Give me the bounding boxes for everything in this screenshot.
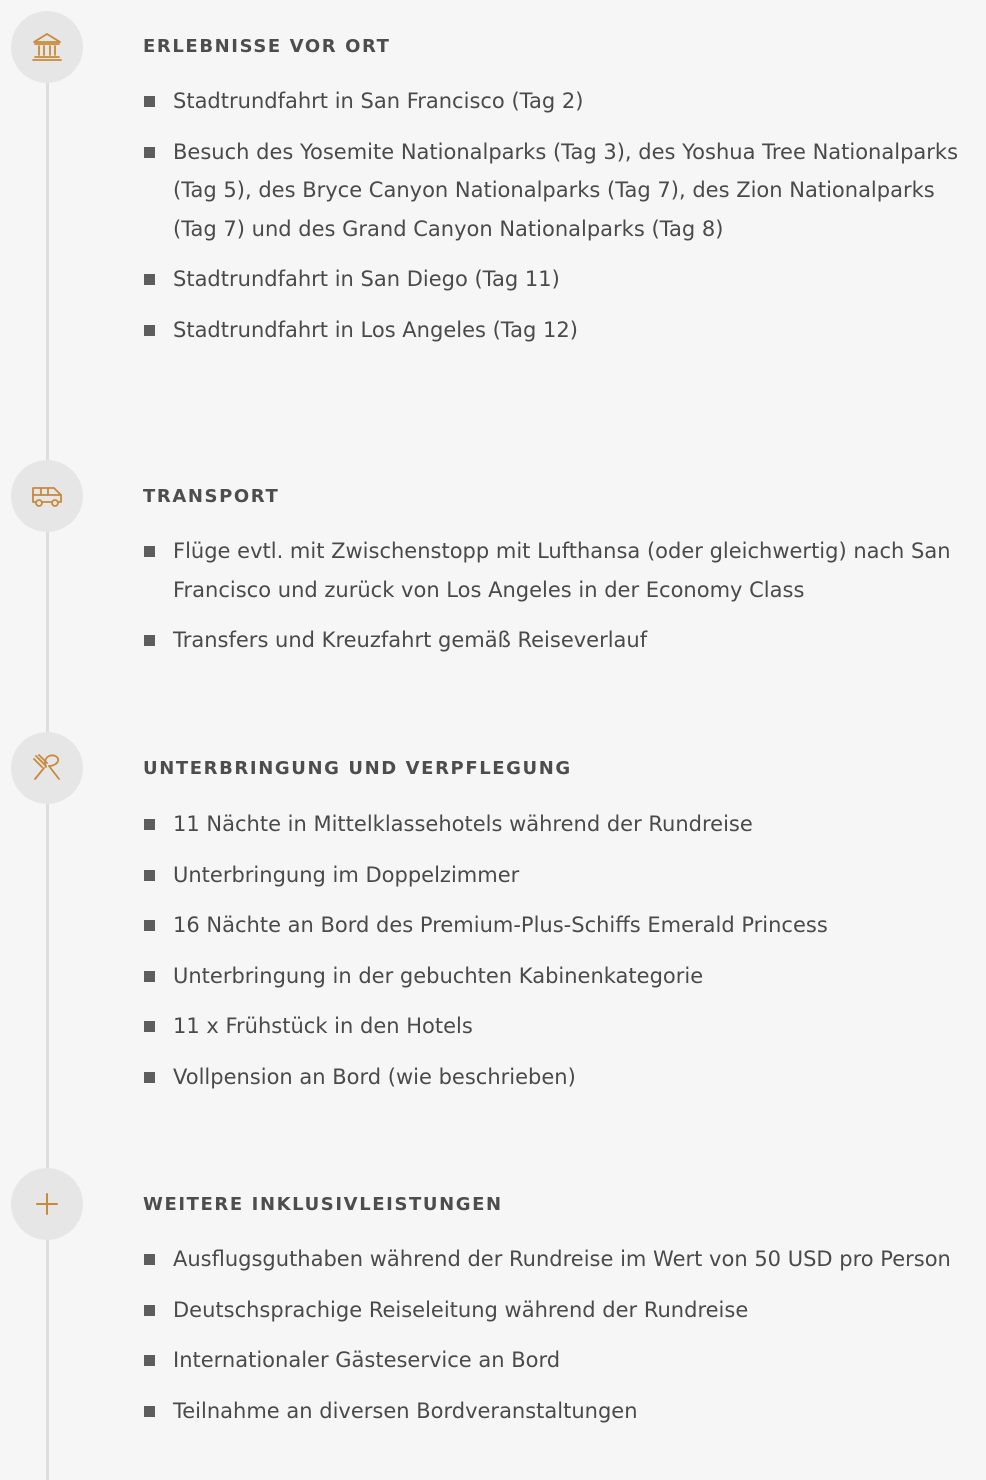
bullet-icon (144, 1406, 155, 1417)
bullet-icon (144, 1254, 155, 1265)
list-item-text: Deutschsprachige Reiseleitung während der Rundreise (173, 1297, 749, 1322)
cutlery-icon (30, 751, 64, 785)
list-item (143, 1007, 968, 1046)
section-title: WEITERE INKLUSIVLEISTUNGEN (143, 1194, 503, 1215)
museum-icon (30, 30, 64, 64)
list-item (143, 82, 968, 121)
list-item (143, 805, 968, 844)
bullet-icon (144, 96, 155, 107)
museum-icon-circle (11, 11, 83, 83)
list-item-text: Transfers und Kreuzfahrt gemäß Reiseverlauf (173, 628, 648, 652)
plus-icon (30, 1187, 64, 1221)
list-item (143, 621, 968, 660)
bullet-icon (144, 635, 155, 646)
bullet-icon (144, 971, 155, 982)
list-item-text: 16 Nächte an Bord des Premium-Plus-Schiffs Emerald Princess (173, 913, 828, 937)
list-item (143, 1058, 968, 1097)
list-item (143, 1392, 968, 1431)
bullet-icon (144, 325, 155, 336)
list-item (143, 311, 968, 350)
bullet-icon (144, 1021, 155, 1032)
list-item-text: Unterbringung im Doppelzimmer (173, 862, 520, 887)
plus-icon-circle (11, 1168, 83, 1240)
bus-icon (30, 479, 64, 513)
section-title: TRANSPORT (143, 486, 280, 507)
list-item (143, 906, 968, 945)
list-item (143, 957, 968, 996)
unterbringung-list (143, 805, 968, 1108)
bus-icon-circle (11, 460, 83, 532)
erlebnisse-list (143, 82, 968, 361)
bullet-icon (144, 920, 155, 931)
bullet-icon (144, 1305, 155, 1316)
list-item-text: Flüge evtl. mit Zwischenstopp mit Lufthansa (oder gleichwertig) nach San Francisco und zurück von Los Angeles in der Economy Class (173, 539, 951, 602)
list-item-text: Teilnahme an diversen Bordveranstaltungen (173, 1398, 638, 1423)
list-item-text: Stadtrundfahrt in San Diego (Tag 11) (173, 267, 560, 291)
list-item-text: 11 Nächte in Mittelklassehotels während der Rundreise (173, 812, 753, 836)
list-item-text: Vollpension an Bord (wie beschrieben) (173, 1064, 576, 1089)
bullet-icon (144, 274, 155, 285)
section-title: ERLEBNISSE VOR ORT (143, 36, 391, 57)
list-item (143, 1341, 968, 1380)
list-item (143, 1291, 968, 1330)
list-item (143, 260, 968, 299)
list-item-text: Stadtrundfahrt in Los Angeles (Tag 12) (173, 317, 578, 342)
list-item-text: Besuch des Yosemite Nationalparks (Tag 3), des Yoshua Tree Nationalparks (Tag 5), des Bryce Canyon Nationalparks (Tag 7), des Zion Nationalparks (Tag 7) und des Grand Canyon Nationalparks (Tag 8) (173, 139, 959, 241)
bullet-icon (144, 546, 155, 557)
transport-list (143, 532, 968, 672)
list-item-text: Unterbringung in der gebuchten Kabinenkategorie (173, 963, 704, 988)
bullet-icon (144, 1072, 155, 1083)
list-item (143, 1240, 968, 1279)
list-item-text: Ausflugsguthaben während der Rundreise im Wert von 50 USD pro Person (173, 1247, 951, 1271)
section-title: UNTERBRINGUNG UND VERPFLEGUNG (143, 758, 572, 779)
list-item (143, 133, 968, 249)
bullet-icon (144, 870, 155, 881)
bullet-icon (144, 1355, 155, 1366)
bullet-icon (144, 147, 155, 158)
list-item-text: Stadtrundfahrt in San Francisco (Tag 2) (173, 89, 584, 113)
cutlery-icon-circle (11, 732, 83, 804)
bullet-icon (144, 819, 155, 830)
list-item-text: 11 x Frühstück in den Hotels (173, 1014, 473, 1038)
list-item (143, 856, 968, 895)
list-item-text: Internationaler Gästeservice an Bord (173, 1348, 561, 1372)
weitere-list (143, 1240, 968, 1442)
list-item (143, 532, 968, 609)
